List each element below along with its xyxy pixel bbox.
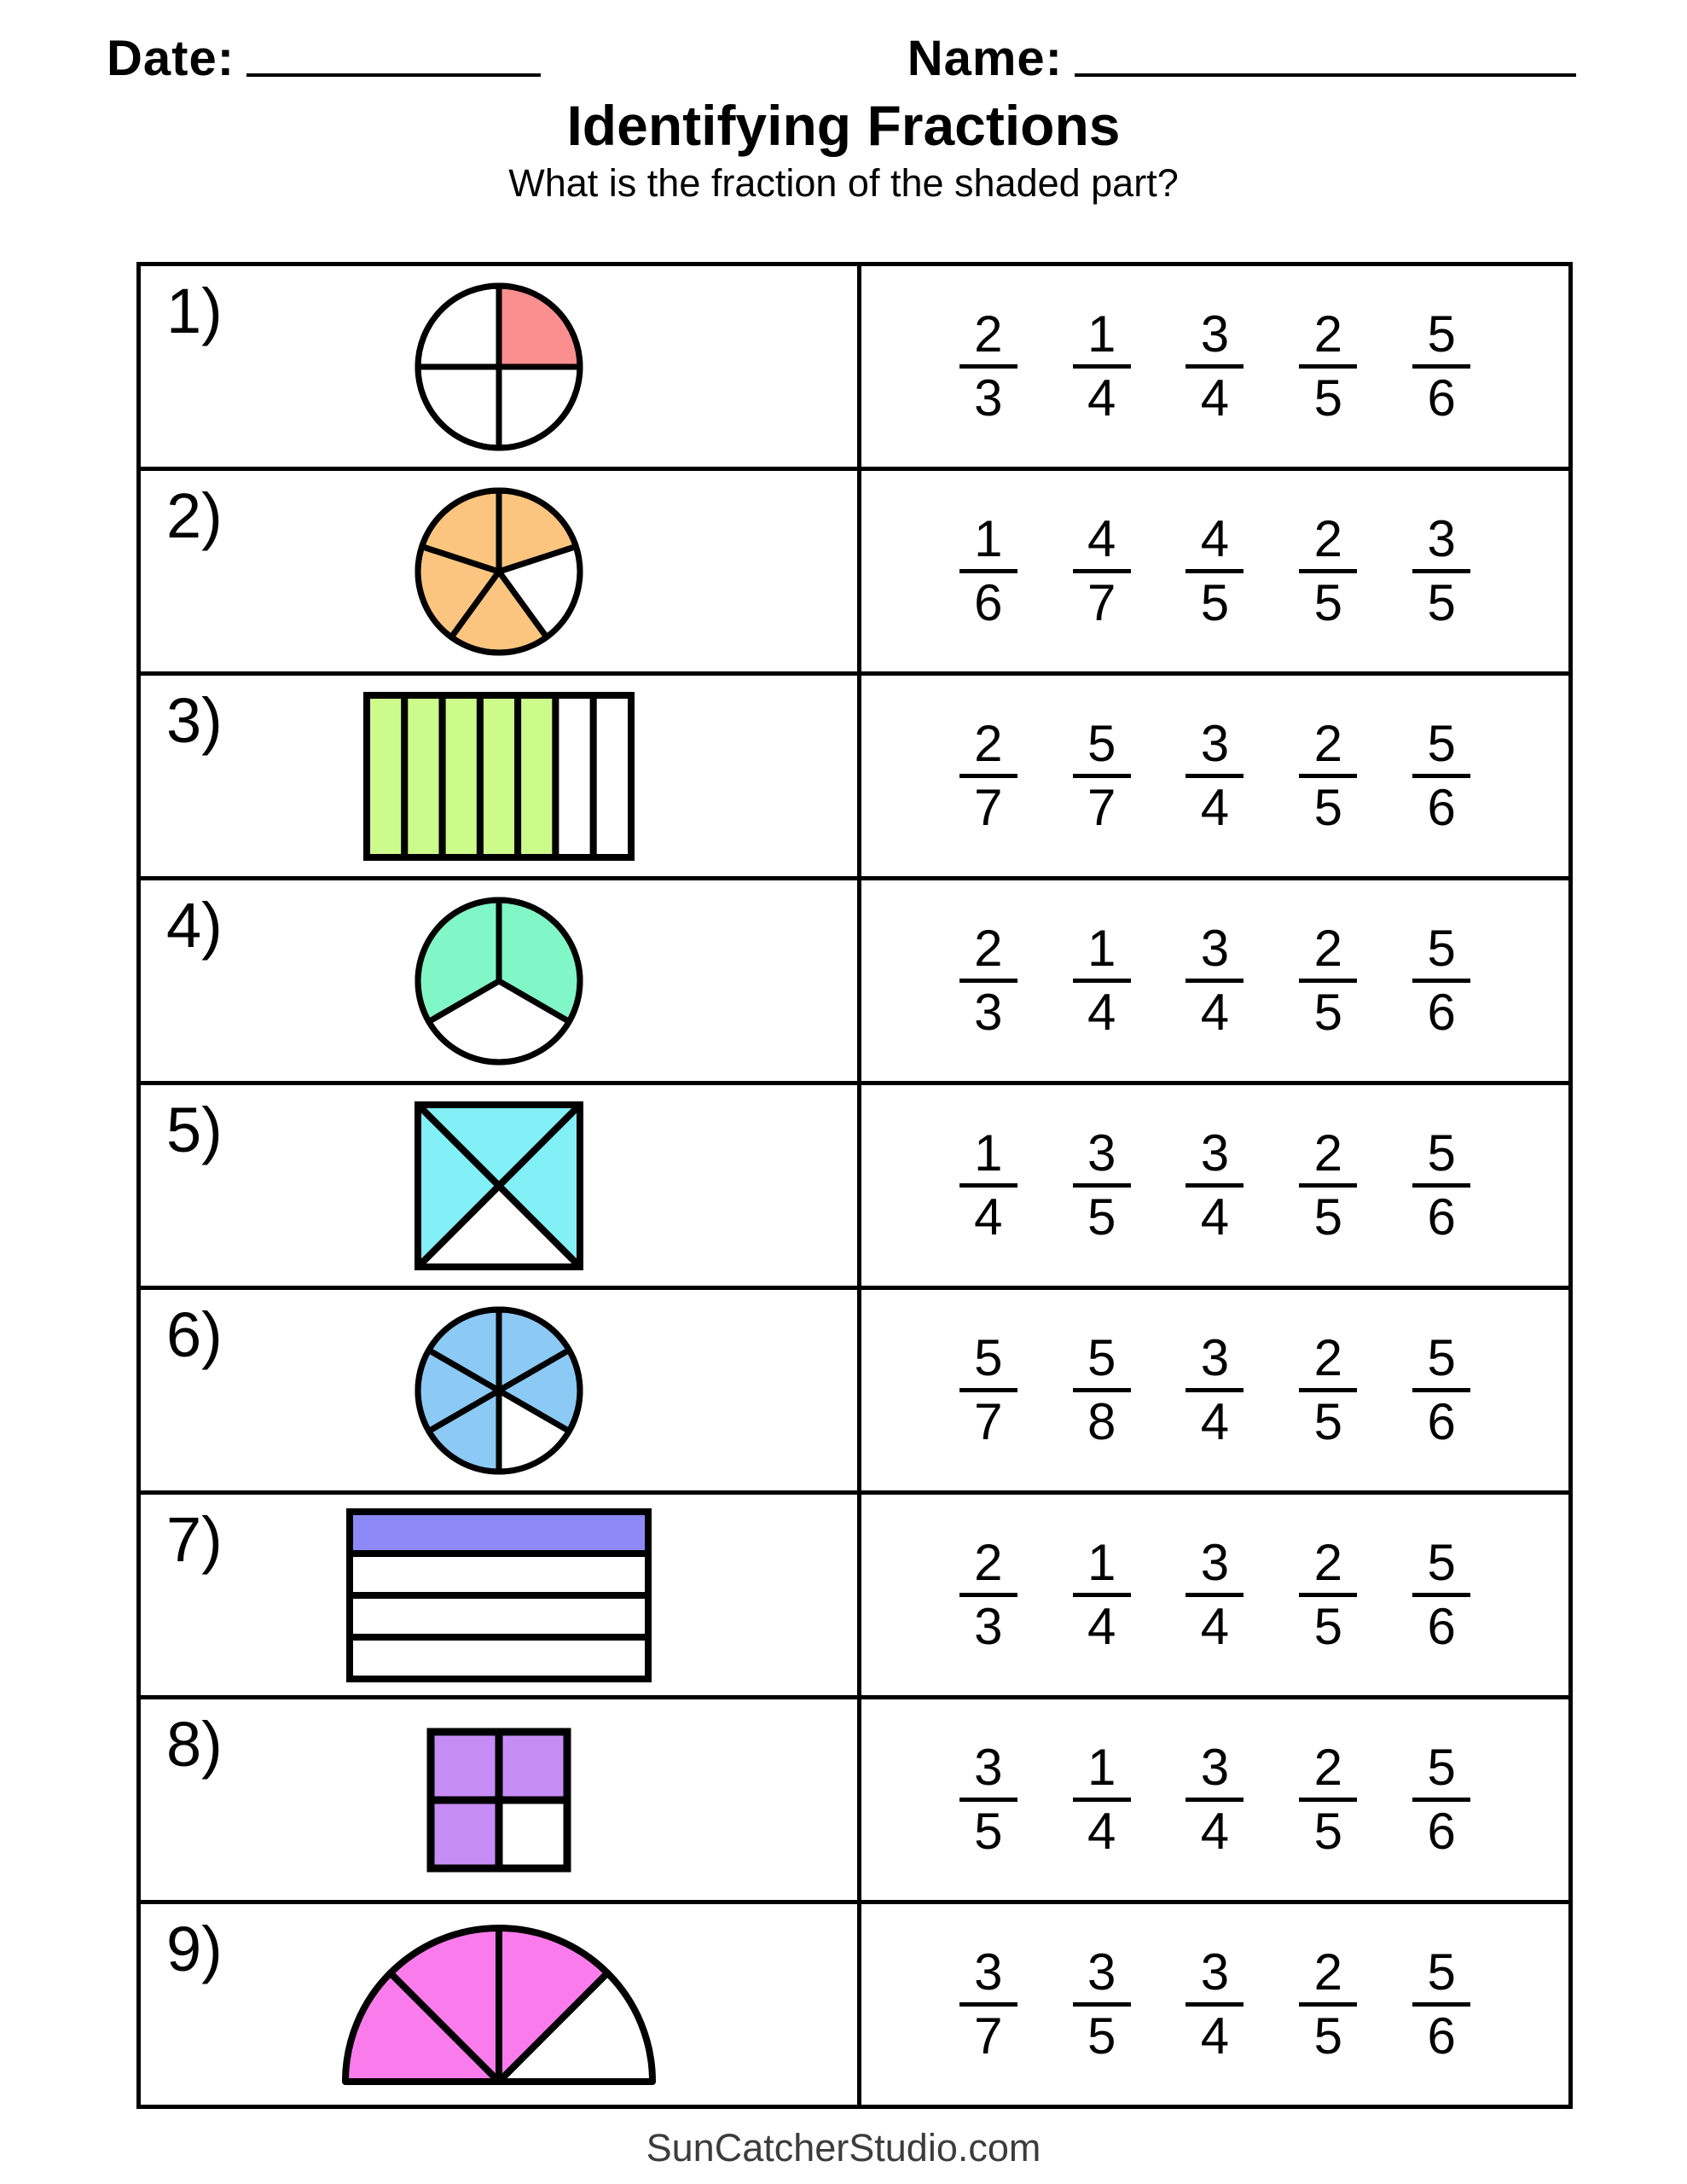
fraction-bar bbox=[1299, 1183, 1357, 1188]
fraction-denominator: 4 bbox=[1200, 2007, 1230, 2065]
fraction-numerator: 5 bbox=[974, 1329, 1003, 1386]
fraction-bar bbox=[1299, 1798, 1357, 1802]
fraction-option bbox=[1186, 1329, 1244, 1450]
fraction-option bbox=[1412, 305, 1470, 427]
fraction-numerator: 3 bbox=[1200, 1534, 1230, 1591]
fraction-denominator: 5 bbox=[1427, 574, 1456, 631]
fraction-bar bbox=[1412, 979, 1470, 983]
fraction-numerator: 3 bbox=[974, 1943, 1003, 2001]
fraction-bar bbox=[959, 1593, 1017, 1597]
fraction-denominator: 4 bbox=[1200, 1393, 1230, 1450]
fraction-denominator: 5 bbox=[1313, 1803, 1342, 1860]
name-blank-line bbox=[1075, 73, 1576, 77]
fraction-option bbox=[1299, 305, 1357, 427]
fraction-denominator: 5 bbox=[1313, 779, 1342, 836]
fraction-option bbox=[1299, 1739, 1357, 1860]
fraction-bar bbox=[1412, 1388, 1470, 1392]
fraction-option bbox=[959, 1943, 1017, 2065]
problem-shape-cell bbox=[141, 880, 861, 1081]
fraction-option bbox=[1412, 1943, 1470, 2065]
problem-row bbox=[141, 266, 1568, 471]
fraction-option bbox=[1412, 510, 1470, 631]
problem-row bbox=[141, 1904, 1568, 2105]
fraction-option bbox=[1186, 920, 1244, 1041]
fraction-numerator: 5 bbox=[1427, 1943, 1456, 2001]
fraction-denominator: 5 bbox=[1313, 369, 1342, 427]
fraction-option bbox=[1412, 715, 1470, 836]
fraction-option bbox=[1299, 1534, 1357, 1655]
page-title: Identifying Fractions bbox=[566, 94, 1121, 157]
fraction-option bbox=[1412, 920, 1470, 1041]
date-label: Date: bbox=[107, 31, 235, 86]
fraction-bar bbox=[1412, 1593, 1470, 1597]
fraction-bar bbox=[959, 1798, 1017, 1802]
fraction-option bbox=[1073, 1124, 1131, 1246]
fraction-numerator: 4 bbox=[1087, 510, 1116, 567]
fraction-bar bbox=[1412, 774, 1470, 778]
problem-row bbox=[141, 676, 1568, 880]
fraction-bar bbox=[959, 1388, 1017, 1392]
fraction-denominator: 6 bbox=[1427, 1803, 1456, 1860]
fraction-bar bbox=[1073, 979, 1131, 983]
fraction-denominator: 7 bbox=[1087, 574, 1116, 631]
fraction-numerator: 5 bbox=[1427, 920, 1456, 977]
fraction-bar bbox=[1186, 979, 1244, 983]
fraction-denominator: 6 bbox=[1427, 984, 1456, 1041]
fraction-numerator: 5 bbox=[1087, 715, 1116, 772]
fraction-denominator: 6 bbox=[1427, 779, 1456, 836]
problem-number: 7) bbox=[166, 1504, 223, 1575]
fraction-denominator: 5 bbox=[1313, 2007, 1342, 2065]
fraction-denominator: 4 bbox=[1087, 984, 1116, 1041]
fraction-denominator: 5 bbox=[1200, 574, 1230, 631]
answer-options-cell bbox=[861, 1699, 1568, 1900]
fraction-bar bbox=[959, 569, 1017, 573]
fraction-numerator: 1 bbox=[974, 510, 1003, 567]
fraction-option bbox=[959, 920, 1017, 1041]
date-blank-line bbox=[246, 73, 541, 77]
fraction-numerator: 2 bbox=[1313, 715, 1342, 772]
fraction-option bbox=[1073, 510, 1131, 631]
fraction-denominator: 5 bbox=[1087, 2007, 1116, 2065]
answer-options-cell bbox=[861, 1085, 1568, 1286]
answer-options-cell bbox=[861, 676, 1568, 876]
fraction-numerator: 3 bbox=[1200, 1329, 1230, 1386]
fraction-bar bbox=[959, 1183, 1017, 1188]
problem-shape-cell bbox=[141, 676, 861, 876]
fraction-bar bbox=[1412, 2002, 1470, 2007]
fraction-denominator: 4 bbox=[1087, 369, 1116, 427]
problem-row bbox=[141, 1085, 1568, 1290]
fraction-denominator: 3 bbox=[974, 369, 1003, 427]
fraction-option bbox=[959, 305, 1017, 427]
fraction-denominator: 4 bbox=[1200, 1598, 1230, 1655]
fraction-bar bbox=[1412, 1183, 1470, 1188]
fraction-option bbox=[1299, 715, 1357, 836]
fraction-numerator: 1 bbox=[1087, 305, 1116, 363]
fraction-option bbox=[1073, 715, 1131, 836]
fraction-option bbox=[959, 510, 1017, 631]
fraction-bar bbox=[1299, 364, 1357, 369]
fraction-denominator: 6 bbox=[1427, 1393, 1456, 1450]
fraction-option bbox=[1073, 1739, 1131, 1860]
problem-row bbox=[141, 1699, 1568, 1904]
fraction-numerator: 2 bbox=[1313, 920, 1342, 977]
fraction-bar bbox=[1412, 364, 1470, 369]
problem-number: 5) bbox=[166, 1095, 223, 1165]
fraction-option bbox=[959, 715, 1017, 836]
semicircle-chart bbox=[338, 1920, 660, 2089]
fraction-option bbox=[1299, 510, 1357, 631]
fraction-denominator: 4 bbox=[974, 1188, 1003, 1246]
problem-shape-cell bbox=[141, 266, 861, 467]
fraction-bar bbox=[1073, 1798, 1131, 1802]
fraction-bar bbox=[1073, 1183, 1131, 1188]
fraction-denominator: 5 bbox=[1313, 1188, 1342, 1246]
fraction-bar bbox=[1186, 1593, 1244, 1597]
fraction-numerator: 2 bbox=[974, 1534, 1003, 1591]
fraction-option bbox=[1412, 1534, 1470, 1655]
fraction-denominator: 6 bbox=[1427, 1188, 1456, 1246]
problem-number: 6) bbox=[166, 1299, 223, 1370]
fraction-numerator: 2 bbox=[974, 305, 1003, 363]
fraction-bar bbox=[1299, 1593, 1357, 1597]
fraction-numerator: 3 bbox=[1427, 510, 1456, 567]
fraction-numerator: 2 bbox=[1313, 1534, 1342, 1591]
problem-number: 8) bbox=[166, 1709, 223, 1780]
answer-options-cell bbox=[861, 880, 1568, 1081]
fraction-option bbox=[1299, 1943, 1357, 2065]
answer-options-cell bbox=[861, 1495, 1568, 1695]
fraction-bar bbox=[1186, 2002, 1244, 2007]
fraction-option bbox=[959, 1739, 1017, 1860]
fraction-numerator: 3 bbox=[1200, 1739, 1230, 1796]
fraction-option bbox=[1073, 920, 1131, 1041]
footer-credit: SunCatcherStudio.com bbox=[646, 2126, 1041, 2169]
problem-shape-cell bbox=[141, 1495, 861, 1695]
fraction-option bbox=[1073, 305, 1131, 427]
fraction-bar bbox=[959, 774, 1017, 778]
fraction-option bbox=[1186, 1534, 1244, 1655]
fraction-denominator: 4 bbox=[1200, 1188, 1230, 1246]
fraction-bar bbox=[1186, 1183, 1244, 1188]
square-diagonals bbox=[413, 1100, 585, 1272]
fraction-denominator: 5 bbox=[1313, 1393, 1342, 1450]
fraction-numerator: 3 bbox=[1200, 1943, 1230, 2001]
fraction-denominator: 5 bbox=[1313, 984, 1342, 1041]
answer-options-cell bbox=[861, 1290, 1568, 1490]
fraction-option bbox=[1186, 1124, 1244, 1246]
fraction-denominator: 7 bbox=[1087, 779, 1116, 836]
fraction-numerator: 1 bbox=[1087, 1739, 1116, 1796]
fraction-denominator: 7 bbox=[974, 779, 1003, 836]
fraction-bar bbox=[1186, 569, 1244, 573]
problem-shape-cell bbox=[141, 471, 861, 671]
answer-options-cell bbox=[861, 471, 1568, 671]
fraction-option bbox=[1412, 1739, 1470, 1860]
fraction-numerator: 2 bbox=[1313, 1124, 1342, 1182]
fraction-numerator: 3 bbox=[1200, 715, 1230, 772]
fraction-numerator: 2 bbox=[1313, 510, 1342, 567]
square-grid-2x2 bbox=[425, 1726, 573, 1874]
fraction-numerator: 1 bbox=[1087, 920, 1116, 977]
problem-number: 9) bbox=[166, 1914, 223, 1984]
fraction-numerator: 1 bbox=[974, 1124, 1003, 1182]
fraction-option bbox=[1299, 1124, 1357, 1246]
fraction-bar bbox=[1299, 979, 1357, 983]
problem-shape-cell bbox=[141, 1290, 861, 1490]
fraction-numerator: 2 bbox=[1313, 1739, 1342, 1796]
fraction-option bbox=[1186, 510, 1244, 631]
fraction-numerator: 5 bbox=[1427, 305, 1456, 363]
fraction-denominator: 6 bbox=[1427, 1598, 1456, 1655]
pie-chart bbox=[411, 893, 587, 1069]
fraction-option bbox=[1186, 1739, 1244, 1860]
fraction-bar bbox=[959, 364, 1017, 369]
vertical-bar-strip bbox=[362, 690, 636, 863]
fraction-numerator: 5 bbox=[1427, 1329, 1456, 1386]
fraction-option bbox=[959, 1124, 1017, 1246]
fraction-numerator: 3 bbox=[1200, 305, 1230, 363]
fraction-denominator: 6 bbox=[1427, 2007, 1456, 2065]
fraction-numerator: 4 bbox=[1200, 510, 1230, 567]
fraction-denominator: 5 bbox=[1313, 574, 1342, 631]
fraction-bar bbox=[959, 979, 1017, 983]
fraction-numerator: 2 bbox=[1313, 1943, 1342, 2001]
fraction-denominator: 4 bbox=[1200, 779, 1230, 836]
problem-number: 3) bbox=[166, 685, 223, 756]
fraction-bar bbox=[1299, 1388, 1357, 1392]
fraction-option bbox=[1412, 1329, 1470, 1450]
fraction-denominator: 4 bbox=[1200, 984, 1230, 1041]
fraction-numerator: 5 bbox=[1427, 1124, 1456, 1182]
fraction-bar bbox=[1073, 1593, 1131, 1597]
worksheet-table bbox=[136, 262, 1573, 2109]
fraction-numerator: 3 bbox=[1200, 920, 1230, 977]
fraction-numerator: 3 bbox=[974, 1739, 1003, 1796]
fraction-denominator: 4 bbox=[1087, 1598, 1116, 1655]
problem-row bbox=[141, 880, 1568, 1085]
pie-chart bbox=[411, 484, 587, 659]
fraction-bar bbox=[1299, 774, 1357, 778]
name-field bbox=[907, 31, 1576, 86]
date-field bbox=[107, 31, 541, 86]
fraction-bar bbox=[1186, 1798, 1244, 1802]
fraction-bar bbox=[1073, 364, 1131, 369]
fraction-denominator: 5 bbox=[1313, 1598, 1342, 1655]
fraction-numerator: 5 bbox=[1427, 715, 1456, 772]
fraction-denominator: 7 bbox=[974, 1393, 1003, 1450]
fraction-numerator: 5 bbox=[1427, 1534, 1456, 1591]
fraction-option bbox=[959, 1329, 1017, 1450]
fraction-bar bbox=[1299, 2002, 1357, 2007]
fraction-numerator: 1 bbox=[1087, 1534, 1116, 1591]
fraction-option bbox=[959, 1534, 1017, 1655]
fraction-numerator: 3 bbox=[1200, 1124, 1230, 1182]
fraction-numerator: 5 bbox=[1087, 1329, 1116, 1386]
fraction-denominator: 7 bbox=[974, 2007, 1003, 2065]
fraction-option bbox=[1186, 715, 1244, 836]
header bbox=[0, 0, 1687, 84]
fraction-bar bbox=[1073, 774, 1131, 778]
fraction-bar bbox=[1186, 774, 1244, 778]
fraction-option bbox=[1073, 1534, 1131, 1655]
problem-shape-cell bbox=[141, 1904, 861, 2105]
fraction-bar bbox=[959, 2002, 1017, 2007]
fraction-bar bbox=[1073, 1388, 1131, 1392]
fraction-denominator: 4 bbox=[1200, 1803, 1230, 1860]
fraction-numerator: 2 bbox=[974, 920, 1003, 977]
answer-options-cell bbox=[861, 266, 1568, 467]
problem-shape-cell bbox=[141, 1699, 861, 1900]
fraction-bar bbox=[1186, 364, 1244, 369]
fraction-denominator: 5 bbox=[1087, 1188, 1116, 1246]
problem-row bbox=[141, 1495, 1568, 1699]
fraction-bar bbox=[1299, 569, 1357, 573]
fraction-option bbox=[1299, 1329, 1357, 1450]
fraction-bar bbox=[1073, 2002, 1131, 2007]
fraction-numerator: 3 bbox=[1087, 1943, 1116, 2001]
answer-options-cell bbox=[861, 1904, 1568, 2105]
fraction-option bbox=[1299, 920, 1357, 1041]
fraction-option bbox=[1412, 1124, 1470, 1246]
horizontal-bar-strip bbox=[345, 1507, 653, 1684]
fraction-denominator: 8 bbox=[1087, 1393, 1116, 1450]
fraction-denominator: 5 bbox=[974, 1803, 1003, 1860]
fraction-denominator: 4 bbox=[1087, 1803, 1116, 1860]
fraction-numerator: 2 bbox=[1313, 1329, 1342, 1386]
fraction-denominator: 3 bbox=[974, 1598, 1003, 1655]
fraction-denominator: 6 bbox=[974, 574, 1003, 631]
fraction-numerator: 5 bbox=[1427, 1739, 1456, 1796]
fraction-bar bbox=[1412, 1798, 1470, 1802]
fraction-denominator: 4 bbox=[1200, 369, 1230, 427]
name-label: Name: bbox=[907, 31, 1063, 86]
fraction-numerator: 2 bbox=[1313, 305, 1342, 363]
fraction-bar bbox=[1186, 1388, 1244, 1392]
fraction-numerator: 2 bbox=[974, 715, 1003, 772]
page-subtitle: What is the fraction of the shaded part? bbox=[508, 161, 1179, 205]
pie-chart bbox=[411, 1303, 587, 1478]
fraction-bar bbox=[1412, 569, 1470, 573]
fraction-denominator: 3 bbox=[974, 984, 1003, 1041]
fraction-option bbox=[1186, 1943, 1244, 2065]
problem-number: 1) bbox=[166, 276, 223, 346]
fraction-option bbox=[1073, 1329, 1131, 1450]
problem-number: 2) bbox=[166, 480, 223, 551]
fraction-option bbox=[1186, 305, 1244, 427]
fraction-option bbox=[1073, 1943, 1131, 2065]
fraction-numerator: 3 bbox=[1087, 1124, 1116, 1182]
problem-row bbox=[141, 471, 1568, 676]
problem-number: 4) bbox=[166, 890, 223, 961]
fraction-bar bbox=[1073, 569, 1131, 573]
problem-row bbox=[141, 1290, 1568, 1495]
fraction-denominator: 6 bbox=[1427, 369, 1456, 427]
problem-shape-cell bbox=[141, 1085, 861, 1286]
pie-chart bbox=[411, 279, 587, 455]
